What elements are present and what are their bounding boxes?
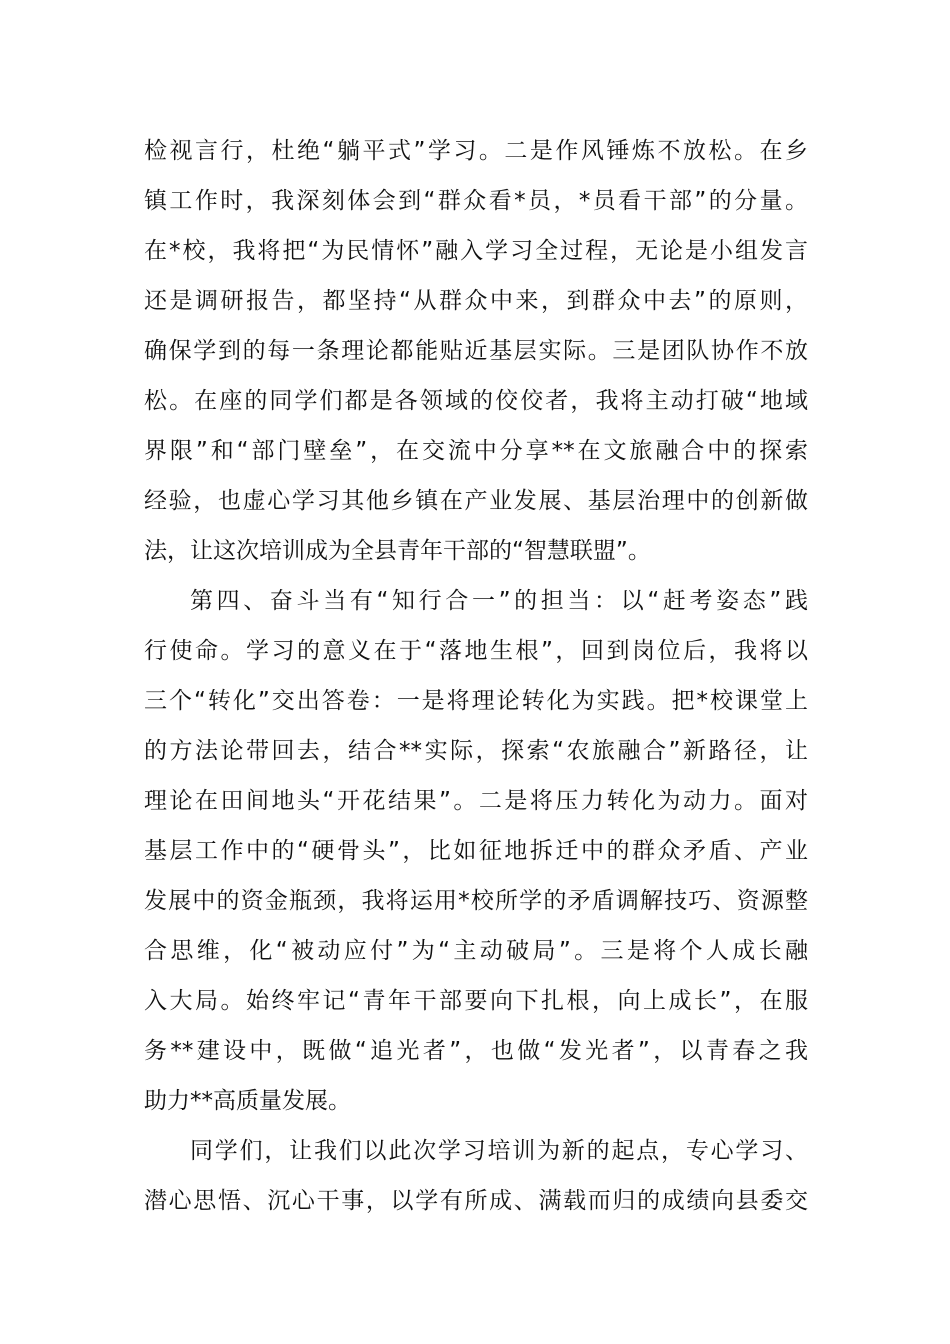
text-line: 松。在座的同学们都是各领域的佼佼者，我将主动打破“地域 — [144, 388, 808, 414]
text-line: 确保学到的每一条理论都能贴近基层实际。三是团队协作不放 — [144, 338, 808, 364]
paragraph-first-line: 第四、奋斗当有“知行合一”的担当：以“赶考姿态”践 — [190, 588, 808, 614]
document-body — [144, 126, 808, 1226]
text-line: 发展中的资金瓶颈，我将运用*校所学的矛盾调解技巧、资源整 — [144, 888, 808, 914]
text-line: 还是调研报告，都坚持“从群众中来，到群众中去”的原则， — [144, 288, 808, 314]
paragraph-first-line: 同学们，让我们以此次学习培训为新的起点，专心学习、 — [190, 1138, 808, 1164]
text-line: 经验，也虚心学习其他乡镇在产业发展、基层治理中的创新做 — [144, 488, 808, 514]
text-line: 潜心思悟、沉心干事，以学有所成、满载而归的成绩向县委交 — [144, 1188, 808, 1214]
text-line: 理论在田间地头“开花结果”。二是将压力转化为动力。面对 — [144, 788, 808, 814]
text-line: 在*校，我将把“为民情怀”融入学习全过程，无论是小组发言 — [144, 238, 808, 264]
text-line: 行使命。学习的意义在于“落地生根”，回到岗位后，我将以 — [144, 638, 808, 664]
text-line: 合思维，化“被动应付”为“主动破局”。三是将个人成长融 — [144, 938, 808, 964]
text-line: 检视言行，杜绝“躺平式”学习。二是作风锤炼不放松。在乡 — [144, 138, 808, 164]
text-line: 三个“转化”交出答卷：一是将理论转化为实践。把*校课堂上 — [144, 688, 808, 714]
text-line: 镇工作时，我深刻体会到“群众看*员，*员看干部”的分量。 — [144, 188, 808, 214]
text-line: 法，让这次培训成为全县青年干部的“智慧联盟”。 — [144, 538, 651, 564]
text-line: 务**建设中，既做“追光者”，也做“发光者”，以青春之我 — [144, 1038, 808, 1064]
text-line: 助力**高质量发展。 — [144, 1088, 351, 1114]
text-line: 的方法论带回去，结合**实际，探索“农旅融合”新路径，让 — [144, 738, 808, 764]
text-line: 界限”和“部门壁垒”，在交流中分享**在文旅融合中的探索 — [144, 438, 808, 464]
text-line: 入大局。始终牢记“青年干部要向下扎根，向上成长”，在服 — [144, 988, 808, 1014]
text-line: 基层工作中的“硬骨头”，比如征地拆迁中的群众矛盾、产业 — [144, 838, 808, 864]
